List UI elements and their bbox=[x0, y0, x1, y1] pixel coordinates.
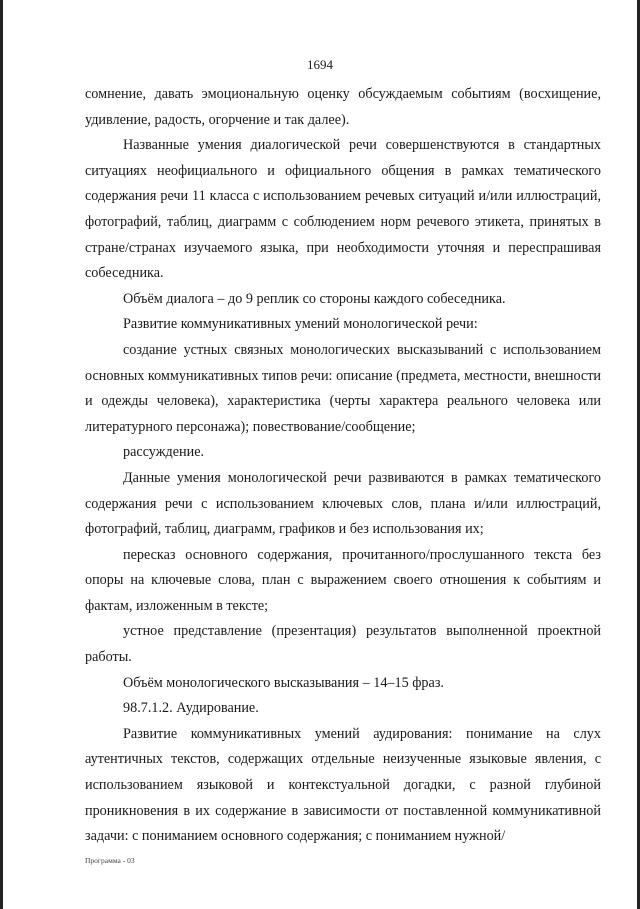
paragraph: пересказ основного содержания, прочитанного/прослушанного текста без опоры на ключевые слова, план с выражением своего отношения к событиям и фактам, изложенным в тексте; bbox=[85, 546, 601, 614]
paragraph: Объём диалога – до 9 реплик со стороны каждого собеседника. bbox=[123, 290, 506, 307]
paragraph: Развитие коммуникативных умений монологической речи: bbox=[123, 316, 478, 333]
paragraph: устное представление (презентация) результатов выполненной проектной работы. bbox=[85, 623, 601, 666]
paragraph: Развитие коммуникативных умений аудирования: понимание на слух аутентичных текстов, содержащих отдельные неизученные языковые явления, с использованием языковой и контекстуальной догадки, с разной глубиной проникновения в их содержание в зависимости от поставленной коммуникативной задачи: с пониманием основного содержания; с пониманием нужной/ bbox=[85, 725, 601, 845]
paragraph: создание устных связных монологических высказываний с использованием основных коммуникативных типов речи: описание (предмета, местности, внешности и одежды человека), характеристика (черты характера реального человека или литературного персонажа); повествование/сообщение; bbox=[85, 341, 601, 435]
paragraph: Названные умения диалогической речи совершенствуются в стандартных ситуациях неофициального и официального общения в рамках тематического содержания речи 11 класса с использованием речевых ситуаций и/или иллюстраций, фотографий, таблиц, диаграмм с соблюдением норм речевого этикета, принятых в стране/странах изучаемого языка, при необходимости уточняя и переспрашивая собеседника. bbox=[85, 137, 601, 282]
paragraph: сомнение, давать эмоциональную оценку обсуждаемым событиям (восхищение, удивление, радость, огорчение и так далее). bbox=[85, 86, 601, 128]
paragraph: рассуждение. bbox=[123, 444, 205, 461]
page-body bbox=[85, 82, 601, 850]
section-heading: 98.7.1.2. Аудирование. bbox=[123, 700, 259, 717]
page-number: 1694 bbox=[307, 57, 333, 72]
paragraph: Данные умения монологической речи развиваются в рамках тематического содержания речи с использованием ключевых слов, плана и/или иллюстраций, фотографий, таблиц, диаграмм, графиков и без использования их; bbox=[85, 469, 601, 538]
paragraph: Объём монологического высказывания – 14–15 фраз. bbox=[123, 674, 444, 691]
page-footer: Программа - 03 bbox=[85, 856, 135, 865]
